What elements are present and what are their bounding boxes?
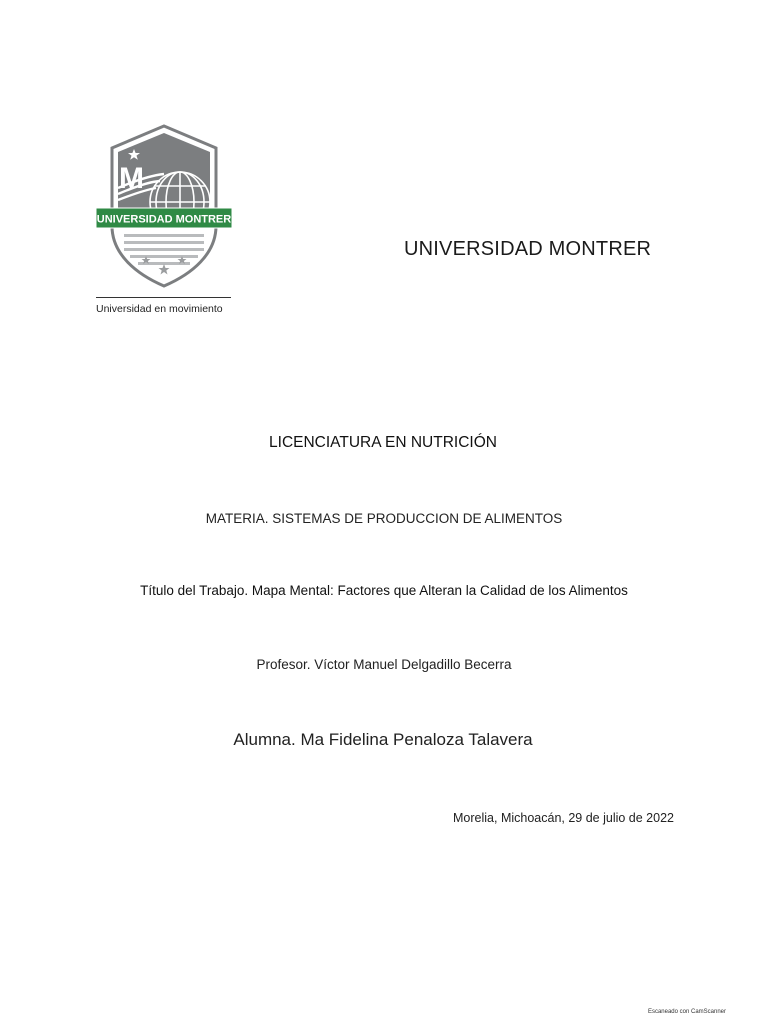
- shield-crest-icon: [94, 124, 234, 289]
- logo-monogram: M: [119, 162, 144, 195]
- logo-divider: [96, 297, 231, 298]
- subject-line: MATERIA. SISTEMAS DE PRODUCCION DE ALIMENTOS: [205, 511, 563, 526]
- work-title: Título del Trabajo. Mapa Mental: Factores que Alteran la Calidad de los Alimentos: [140, 583, 628, 598]
- place-date: Morelia, Michoacán, 29 de julio de 2022: [453, 811, 674, 825]
- university-logo: [94, 124, 234, 289]
- university-name: UNIVERSIDAD MONTRER: [404, 238, 652, 260]
- logo-tagline: Universidad en movimiento: [96, 303, 223, 315]
- student-line: Alumna. Ma Fidelina Penaloza Talavera: [233, 730, 533, 749]
- professor-line: Profesor. Víctor Manuel Delgadillo Becerra: [256, 657, 512, 672]
- program-name: LICENCIATURA EN NUTRICIÓN: [269, 434, 497, 451]
- scanner-watermark: Escaneado con CamScanner: [647, 1009, 726, 1015]
- logo-banner-text: UNIVERSIDAD MONTRER: [96, 213, 232, 226]
